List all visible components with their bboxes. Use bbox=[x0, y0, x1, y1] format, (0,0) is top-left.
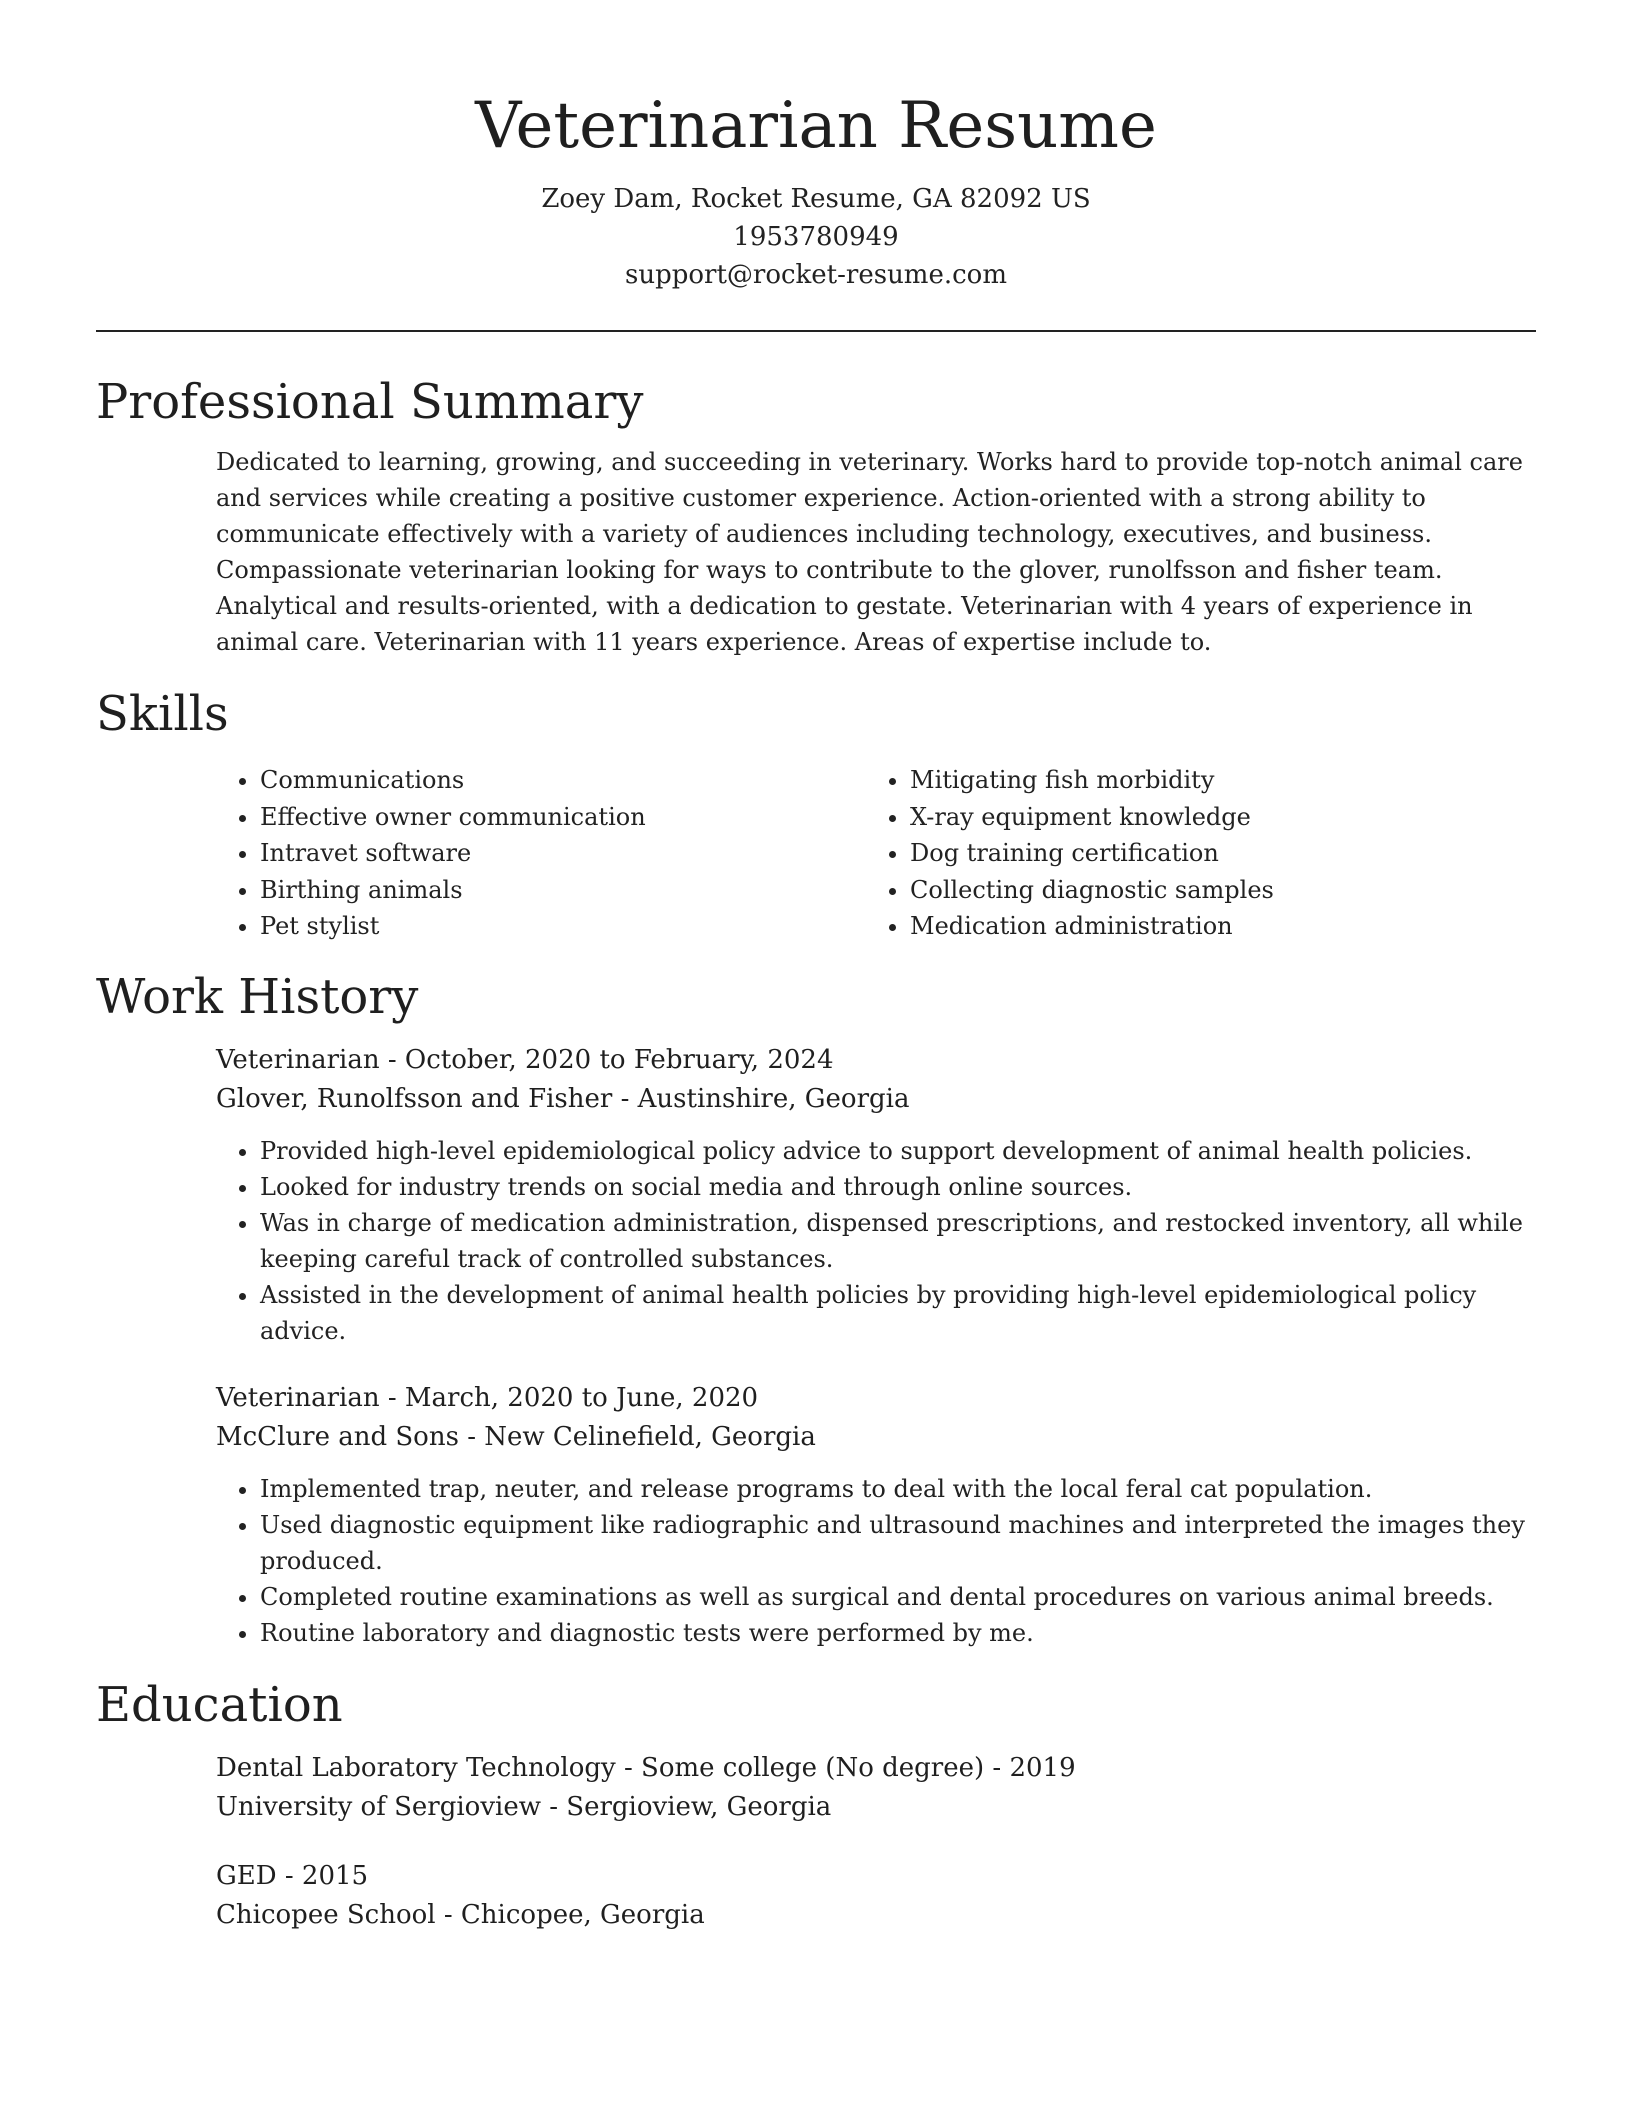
skill-item: • Communications bbox=[260, 762, 866, 799]
job-title-line: Veterinarian - March, 2020 to June, 2020 bbox=[216, 1382, 759, 1413]
education-degree-line: Dental Laboratory Technology - Some college (No degree) - 2019 bbox=[216, 1752, 1076, 1783]
job-bullet: • Completed routine examinations as well as surgical and dental procedures on various animal breeds. bbox=[260, 1579, 1536, 1615]
education-entry bbox=[216, 1749, 1536, 1827]
skills-column-right bbox=[866, 762, 1516, 945]
skill-item: • X-ray equipment knowledge bbox=[910, 799, 1516, 836]
education-school-line: University of Sergioview - Sergioview, Georgia bbox=[216, 1791, 832, 1822]
contact-email: support@rocket-resume.com bbox=[624, 260, 1007, 290]
job-bullet: • Used diagnostic equipment like radiographic and ultrasound machines and interpreted the images they produced. bbox=[260, 1507, 1536, 1579]
job-entry bbox=[216, 1379, 1536, 1651]
skill-item: • Collecting diagnostic samples bbox=[910, 872, 1516, 909]
header-divider bbox=[96, 330, 1536, 332]
work-section bbox=[96, 967, 1536, 1651]
job-bullet: • Looked for industry trends on social media and through online sources. bbox=[260, 1169, 1536, 1205]
resume-title: Veterinarian Resume bbox=[475, 89, 1157, 163]
contact-address: Zoey Dam, Rocket Resume, GA 82092 US bbox=[541, 184, 1091, 214]
skill-item: • Mitigating fish morbidity bbox=[910, 762, 1516, 799]
skill-item: • Effective owner communication bbox=[260, 799, 866, 836]
skills-grid bbox=[216, 762, 1536, 945]
summary-heading: Professional Summary bbox=[96, 374, 644, 430]
job-bullets bbox=[216, 1133, 1536, 1349]
job-bullet: • Assisted in the development of animal health policies by providing high-level epidemiological policy advice. bbox=[260, 1277, 1536, 1349]
job-bullet: • Was in charge of medication administration, dispensed prescriptions, and restocked inventory, all while keeping careful track of controlled substances. bbox=[260, 1205, 1536, 1277]
job-bullet: • Routine laboratory and diagnostic tests were performed by me. bbox=[260, 1615, 1536, 1651]
job-title-line: Veterinarian - October, 2020 to February, 2024 bbox=[216, 1044, 834, 1075]
job-company-line: Glover, Runolfsson and Fisher - Austinshire, Georgia bbox=[216, 1083, 910, 1114]
education-school-line: Chicopee School - Chicopee, Georgia bbox=[216, 1899, 705, 1930]
contact-phone: 1953780949 bbox=[733, 222, 899, 252]
contact-block bbox=[96, 180, 1536, 294]
resume-header bbox=[96, 0, 1536, 294]
education-heading: Education bbox=[96, 1676, 343, 1733]
skills-section bbox=[96, 684, 1536, 945]
job-bullets bbox=[216, 1471, 1536, 1651]
skill-item: • Intravet software bbox=[260, 835, 866, 872]
summary-text: Dedicated to learning, growing, and succeeding in veterinary. Works hard to provide top-notch animal care and services while creating a positive customer experience. Action-oriented with a strong ability to communicate effectively with a variety of audiences including technology, executives, and business. Compassionate veterinarian looking for ways to contribute to the glover, runolfsson and fisher team. Analytical and results-oriented, with a dedication to gestate. Veterinarian with 4 years of experience in animal care. Veterinarian with 11 years experience. Areas of expertise include to. bbox=[216, 448, 1523, 656]
summary-body bbox=[216, 444, 1536, 660]
summary-section bbox=[96, 372, 1536, 660]
resume-page bbox=[96, 0, 1536, 1935]
skill-item: • Medication administration bbox=[910, 908, 1516, 945]
job-bullet: • Implemented trap, neuter, and release programs to deal with the local feral cat population. bbox=[260, 1471, 1536, 1507]
job-company-line: McClure and Sons - New Celinefield, Georgia bbox=[216, 1421, 816, 1452]
job-entry bbox=[216, 1041, 1536, 1349]
work-heading: Work History bbox=[96, 968, 419, 1025]
skill-item: • Birthing animals bbox=[260, 872, 866, 909]
job-bullet: • Provided high-level epidemiological policy advice to support development of animal health policies. bbox=[260, 1133, 1536, 1169]
education-degree-line: GED - 2015 bbox=[216, 1860, 369, 1891]
skill-item: • Pet stylist bbox=[260, 908, 866, 945]
skill-item: • Dog training certification bbox=[910, 835, 1516, 872]
education-section bbox=[96, 1675, 1536, 1935]
skills-heading: Skills bbox=[96, 686, 229, 742]
skills-column-left bbox=[216, 762, 866, 945]
education-entry bbox=[216, 1857, 1536, 1935]
